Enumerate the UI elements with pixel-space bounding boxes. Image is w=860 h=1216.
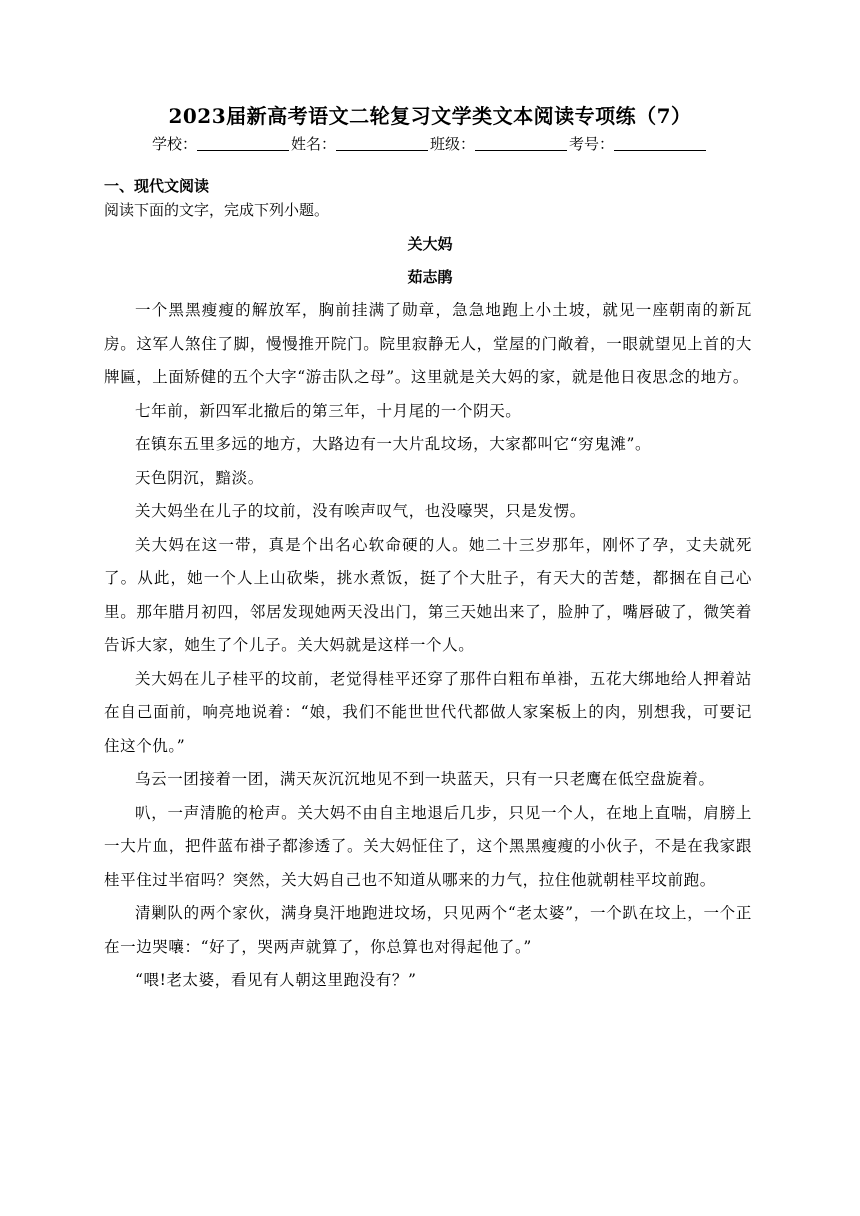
story-author: 茹志鹃 (407, 268, 453, 286)
exam-no-label: 考号： (569, 135, 615, 153)
school-blank (197, 134, 289, 151)
document-title: 2023届新高考语文二轮复习文学类文本阅读专项练（7） (168, 104, 692, 128)
exam-no-blank (614, 134, 706, 151)
story-body (104, 294, 752, 998)
paragraph: 关大妈在儿子桂平的坟前，老觉得桂平还穿了那件白粗布单褂，五花大绑地给人押着站在自己面前，响亮地说着：“娘，我们不能世世代代都做人家案板上的肉，别想我，可要记住这个仇。” (104, 669, 752, 755)
section-heading: 一、现代文阅读 (104, 177, 210, 195)
name-label: 姓名： (290, 135, 336, 153)
student-info-line (0, 132, 860, 156)
paragraph: 七年前，新四军北撤后的第三年，十月尾的一个阴天。 (135, 401, 522, 420)
story-title: 关大妈 (407, 235, 453, 253)
paragraph: 叭，一声清脆的枪声。关大妈不由自主地退后几步，只见一个人，在地上直喘，肩膀上一大片血，把件蓝布褂子都渗透了。关大妈怔住了，这个黑黑瘦瘦的小伙子，不是在我家跟桂平住过半宿吗？突然，关大妈自己也不知道从哪来的力气，拉住他就朝桂平坟前跑。 (104, 803, 752, 889)
school-label: 学校： (151, 135, 197, 153)
paragraph: 乌云一团接着一团，满天灰沉沉地见不到一块蓝天，只有一只老鹰在低空盘旋着。 (135, 770, 715, 788)
class-blank (475, 134, 567, 151)
instruction-text: 阅读下面的文字，完成下列小题。 (104, 201, 330, 219)
paragraph: 一个黑黑瘦瘦的解放军，胸前挂满了勋章，急急地跑上小土坡，就见一座朝南的新瓦房。这军人煞住了脚，慢慢推开院门。院里寂静无人，堂屋的门敞着，一眼就望见上首的大牌匾，上面矫健的五个大字“游击队之母”。这里就是关大妈的家，就是他日夜思念的地方。 (104, 301, 752, 386)
paragraph: 关大妈坐在儿子的坟前，没有唉声叹气，也没嚎哭，只是发愣。 (135, 502, 586, 520)
paragraph: “喂!老太婆，看见有人朝这里跑没有？” (135, 971, 417, 989)
paragraph: 天色阴沉，黯淡。 (135, 468, 264, 487)
class-label: 班级： (430, 135, 476, 153)
paragraph: 关大妈在这一带，真是个出名心软命硬的人。她二十三岁那年，刚怀了孕，丈夫就死了。从此，她一个人上山砍柴，挑水煮饭，挺了个大肚子，有天大的苦楚，都捆在自己心里。那年腊月初四，邻居发现她两天没出门，第三天她出来了，脸肿了，嘴唇破了，微笑着告诉大家，她生了个儿子。关大妈就是这样一个人。 (104, 535, 752, 654)
paragraph: 在镇东五里多远的地方，大路边有一大片乱坟场，大家都叫它“穷鬼滩”。 (135, 435, 652, 453)
paragraph: 清剿队的两个家伙，满身臭汗地跑进坟场，只见两个“老太婆”，一个趴在坟上，一个正在一边哭嚷：“好了，哭两声就算了，你总算也对得起他了。” (104, 904, 752, 956)
name-blank (336, 134, 428, 151)
